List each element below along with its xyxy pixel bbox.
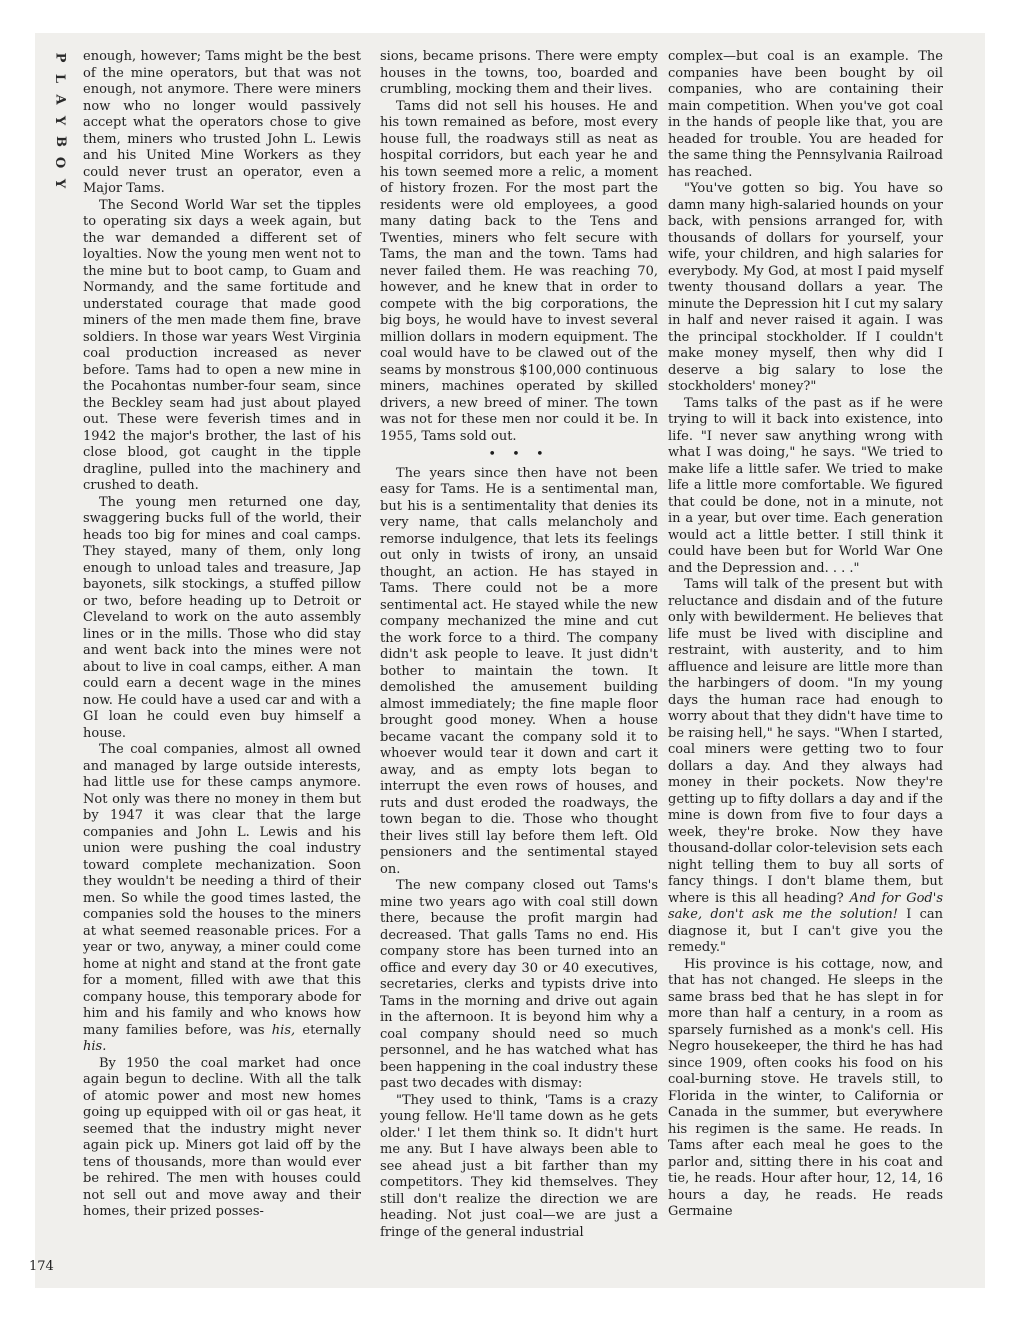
paragraph: The young men returned one day, swaggering bucks full of the world, their heads too big for mines and coal camps. They stayed, many of them, only long enough to unload tales and treasure, Jap bayonets, silk stockings, a stuffed pillow or two, before heading up to Detroit or Cleveland to work on the auto assembly lines or in the mills. Those who did stay and went back into the mines were not about to live in coal camps, either. A man could earn a decent wage in the mines now. He could have a used car and with a GI loan he could even buy himself a house.	[83, 494, 361, 741]
paragraph: His province is his cottage, now, and that has not changed. He sleeps in the same brass bed that he has slept in for more than half a century, in a room as sparsely furnished as a monk's cell. His Negro housekeeper, the third he has had since 1909, often cooks his food on his coal-burning stove. He travels still, to Florida in the winter, to California or Canada in the summer, but everywhere his regimen is the same. He reads. In Tams after each meal he goes to the parlor and, sitting there in his coat and tie, he reads. Hour after hour, 12, 14, 16 hours a day, he reads. He reads Germaine	[668, 956, 943, 1219]
emphasis: his,	[271, 1022, 296, 1038]
paragraph: The Second World War set the tipples to operating six days a week again, but the war demanded a different set of loyalties. Now the young men went not to the mine but to boot camp, to Guam and Normandy, and the same fortitude and understated courage that made good miners of the men made them fine, brave soldiers. In those war years West Virginia coal production increased as never before. Tams had to open a new mine in the Pocahontas number-four seam, since the Beckley seam had just about played out. These were feverish times and in 1942 the major's brother, the last of his close blood, got caught in the tipple dragline, pulled into the machinery and crushed to death.	[83, 197, 361, 493]
paragraph: Tams talks of the past as if he were trying to will it back into existence, into life. "I never saw anything wrong with what I was doing," he says. "We tried to make life a little safer. We tried to make life a little more comfortable. We figured that could be done, not in a minute, not in a year, but over time. Each generation would act a little better. I still think it could have been but for World War One and the Depression and. . . ."	[668, 395, 943, 576]
paragraph-text: I can diagnose it, but I can't give you the remedy."	[668, 907, 943, 955]
brand-letter: B	[52, 136, 68, 147]
brand-letter: Y	[52, 178, 68, 189]
emphasis: his.	[83, 1039, 107, 1054]
emphasis: And for God's sake, don't ask me the solution!	[668, 890, 943, 922]
paragraph-text: The coal companies, almost all owned and managed by large outside interests, had little use for these camps anymore. Not only was there no money in them but by 1947 it was clear that the large companies and John L. Lewis and his union were pushing the coal industry toward complete mechanization. Soon they wouldn't be needing a third of their men. So while the good times lasted, the companies sold the houses to the miners at what seemed reasonable prices. For a year or two, anyway, a miner could come home at night and stand at the front gate for a moment, filled with awe that this company house, this temporary abode for him and his family and who knows how many families before, was	[83, 742, 361, 1038]
paragraph: The new company closed out Tams's mine two years ago with coal still down there, because the profit margin had decreased. That galls Tams no end. His company store has been turned into an office and every day 30 or 40 executives, secretaries, clerks and typists drive into Tams in the morning and drive out again in the afternoon. It is beyond him why a coal company should need so much personnel, and he has watched what has been happening in the coal industry these past two decades with dismay:	[380, 878, 658, 1091]
paragraph-text: eternally	[295, 1022, 361, 1038]
article-column-3	[668, 49, 943, 1221]
brand-letter: L	[52, 73, 68, 84]
article-column-1	[83, 49, 361, 1221]
paragraph: complex—but coal is an example. The companies have been bought by oil companies, who are containing their main competition. When you've got coal in the hands of people like that, you are headed for trouble. You are headed for the same thing the Pennsylvania Railroad has reached.	[668, 49, 943, 180]
brand-letter: O	[52, 156, 68, 169]
paragraph: enough, however; Tams might be the best of the mine operators, but that was not enough, not anymore. There were miners now who no longer would passively accept what the operators chose to give them, miners who trusted John L. Lewis and his United Mine Workers as they could never trust an operator, even a Major Tams.	[83, 49, 361, 196]
paragraph: "They used to think, 'Tams is a crazy young fellow. He'll tame down as he gets older.' I let them think so. It didn't hurt me any. But I have always been able to see ahead just a bit farther than my competitors. They kid themselves. They still don't realize the direction we are heading. Not just coal—we are just a fringe of the general industrial	[380, 1092, 658, 1240]
page-number: 174	[29, 1259, 54, 1274]
article-column-2	[380, 49, 658, 1241]
paragraph: "You've gotten so big. You have so damn many high-salaried hounds on your back, with pensions arranged for, with thousands of dollars for yourself, your wife, your children, and high salaries for everybody. My God, at most I paid myself twenty thousand dollars a year. The minute the Depression hit I cut my salary in half and never raised it again. I was the principal stockholder. If I couldn't make money myself, then why did I deserve a big salary to lose the stockholders' money?"	[668, 181, 943, 394]
paragraph: sions, became prisons. There were empty houses in the towns, too, boarded and crumbling, mocking them and their lives.	[380, 49, 658, 97]
brand-letter: P	[52, 52, 68, 63]
paragraph	[668, 577, 943, 957]
paragraph: The years since then have not been easy for Tams. He is a sentimental man, but his is a sentimentality that denies its very name, that calls melancholy and remorse indulgence, that lets its feelings out only in twists of irony, an unsaid thought, an action. He has stayed in Tams. There could not be a more sentimental act. He stayed while the new company mechanized the mine and cut the work force to a third. The company didn't ask people to leave. It just didn't bother to maintain the town. It demolished the amusement building almost immediately; the fine maple floor brought good money. When a house became vacant the company sold it to whoever would tear it down and cart it away, and as empty lots began to interrupt the even rows of houses, and ruts and dust eroded the roadways, the town began to die. Those who thought their lives still lay before them left. Old pensioners and the sentimental stayed on.	[380, 465, 658, 877]
paragraph-text: Tams will talk of the present but with reluctance and disdain and of the future only with bewilderment. He believes that life must be lived with discipline and restraint, with austerity, and to him affluence and leisure are little more than the harbingers of doom. "In my young days the human race had enough to worry about that they didn't have time to be raising hell," he says. "When I started, coal miners were getting two to four dollars a day. And they always had money in their pockets. Now they're getting up to fifty dollars a day and if the mine is down from five to four days a week, they're broke. Now they have thousand-dollar color-television sets each night telling them to buy all sorts of fancy things. I don't blame them, but where is this all heading?	[668, 577, 943, 906]
section-break: • • •	[488, 447, 550, 462]
paragraph: Tams did not sell his houses. He and his town remained as before, most every house full, the roadways still as neat as hospital corridors, but each year he and his town seemed more a relic, a moment of history frozen. For the most part the residents were old employees, a good many dating back to the Tens and Twenties, miners who felt secure with Tams, the man and the town. Tams had never failed them. He was reaching 70, however, and he knew that in order to compete with the big corporations, the big boys, he would have to invest several million dollars in modern equipment. The coal would have to be clawed out of the seams by monstrous $100,000 continuous miners, machines operated by skilled drivers, a new breed of miner. The town was not for these men nor could it be. In 1955, Tams sold out.	[380, 98, 658, 444]
brand-letter: Y	[52, 115, 68, 126]
magazine-page	[29, 33, 985, 1288]
paragraph	[83, 742, 361, 1056]
paragraph: By 1950 the coal market had once again begun to decline. With all the talk of atomic power and most new homes going up equipped with oil or gas heat, it seemed that the industry might never again pick up. Miners got laid off by the tens of thousands, more than would ever be rehired. The men with houses could not sell out and move away and their homes, their prized posses-	[83, 1055, 361, 1219]
magazine-name-vertical	[49, 47, 71, 194]
brand-letter: A	[52, 94, 68, 105]
